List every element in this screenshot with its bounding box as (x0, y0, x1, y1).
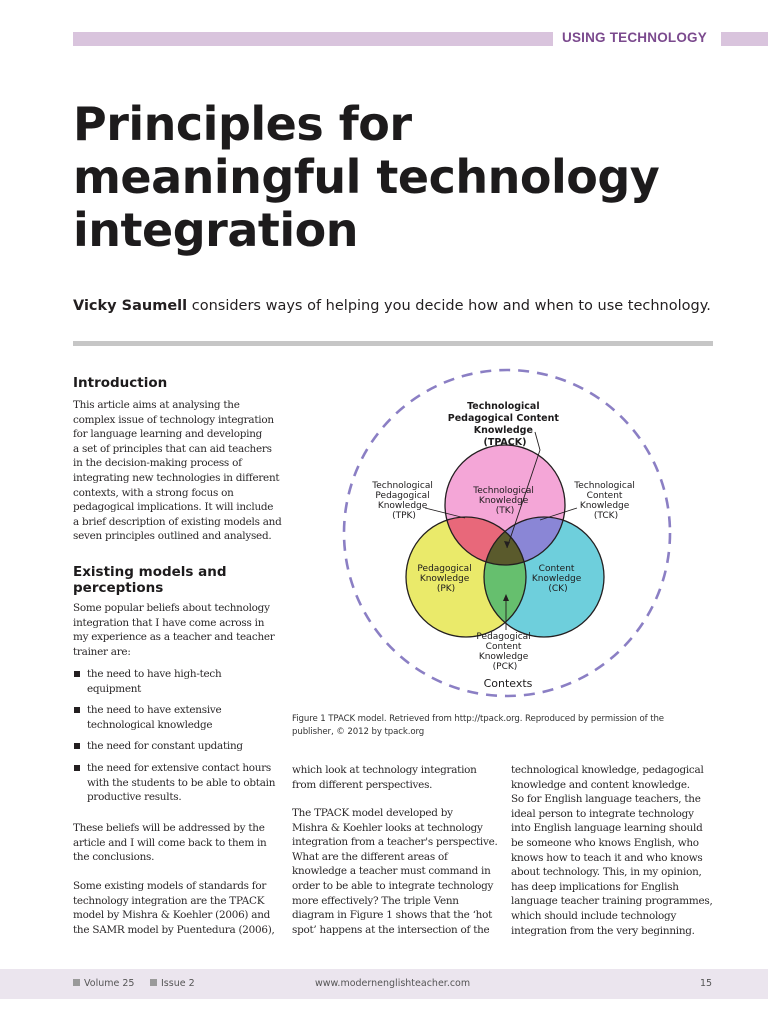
square-bullet-icon (74, 707, 80, 713)
pk-label: Pedagogical Knowledge (PK) (417, 564, 472, 594)
text-line: with the students to be able to obtain (87, 776, 276, 789)
title-line: integration (73, 203, 358, 257)
heading-line: Existing models and (73, 564, 227, 580)
list-item (73, 703, 288, 732)
tck-label: Technological Content Knowledge (TCK) (574, 481, 635, 521)
text-line: a brief description of existing models and (73, 515, 282, 528)
text-line: pedagogical implications. It will include (73, 501, 274, 514)
article-title (73, 98, 753, 257)
text-line: integrating new technologies in different (73, 471, 280, 484)
text-line: integration from a teacher's perspective. (292, 836, 498, 849)
text-line: in the decision-making process of (73, 457, 242, 470)
text-line: the conclusions. (73, 851, 155, 864)
text-line: ideal person to integrate technology (511, 807, 694, 820)
text-line: which should include technology (511, 909, 677, 922)
intro-heading: Introduction (73, 375, 168, 391)
col2-paragraph-1 (292, 763, 477, 792)
square-bullet-icon (73, 979, 80, 986)
beliefs-list (73, 667, 288, 812)
footer-url: www.modernenglishteacher.com (315, 978, 471, 989)
text-line: This article aims at analysing the (73, 399, 240, 411)
text-line: article and I will come back to them in (73, 836, 267, 849)
header-bar-left (73, 32, 553, 46)
text-line: order to be able to integrate technology (292, 879, 494, 892)
text-line: knowledge and content knowledge. (511, 778, 690, 791)
text-line: What are the different areas of (292, 850, 448, 863)
text-line: language teacher training programmes, (511, 895, 713, 908)
text-line: complex issue of technology integration (73, 413, 274, 426)
text-line: trainer are: (73, 645, 131, 658)
standfirst (73, 298, 711, 314)
contexts-label: Contexts (483, 677, 533, 690)
beliefs-paragraph (73, 821, 267, 865)
text-line: the need to have extensive (87, 704, 222, 717)
square-bullet-icon (74, 671, 80, 677)
text-line: So for English language teachers, the (511, 793, 701, 806)
text-line: for language learning and developing (73, 428, 263, 441)
standfirst-text: considers ways of helping you decide how and when to use technology. (187, 298, 711, 314)
page-number: 15 (700, 978, 713, 989)
figure-caption (292, 713, 712, 739)
section-tag: USING TECHNOLOGY (562, 30, 707, 45)
text-line: my experience as a teacher and teacher (73, 631, 275, 644)
text-line: a set of principles that can aid teachers (73, 442, 272, 455)
title-divider (73, 341, 713, 346)
text-line: knows how to teach it and who knows (511, 851, 703, 864)
col2-paragraph-2 (292, 806, 498, 937)
author-name: Vicky Saumell (73, 298, 188, 314)
pck-label: Pedagogical Content Knowledge (PCK) (476, 632, 531, 672)
text-line: has deep implications for English (511, 880, 679, 893)
text-line: technological knowledge, pedagogical (511, 764, 704, 776)
tk-label: Technological Knowledge (TK) (473, 486, 534, 516)
text-line: which look at technology integration (292, 764, 477, 776)
intro-paragraph (73, 398, 282, 544)
text-line: the need to have high-tech (87, 668, 222, 680)
text-line: Mishra & Koehler looks at technology (292, 821, 483, 834)
text-line: the need for extensive contact hours (87, 761, 272, 774)
text-line: publisher, © 2012 by tpack.org (292, 727, 425, 737)
title-line: Principles for (73, 97, 412, 151)
standards-paragraph (73, 879, 275, 937)
models-paragraph (73, 601, 275, 659)
title-line: meaningful technology (73, 150, 660, 204)
ck-label: Content Knowledge (CK) (531, 564, 582, 594)
text-line: diagram in Figure 1 shows that the ‘hot (292, 909, 493, 922)
text-line: These beliefs will be addressed by the (73, 822, 265, 834)
list-item (73, 761, 288, 805)
text-line: model by Mishra & Koehler (2006) and (73, 909, 271, 922)
footer-issue: Issue 2 (150, 978, 195, 989)
col3-paragraph-1 (511, 763, 713, 938)
models-heading (73, 564, 227, 596)
text-line: from different perspectives. (292, 778, 433, 791)
list-item (73, 739, 288, 754)
text-line: knowledge a teacher must command in (292, 865, 491, 878)
text-line: equipment (87, 682, 142, 695)
text-line: technology integration are the TPACK (73, 894, 265, 907)
footer-volume: Volume 25 (73, 978, 134, 989)
text-line: seven principles outlined and analysed. (73, 530, 272, 543)
text-line: contexts, with a strong focus on (73, 486, 234, 499)
text-line: Some existing models of standards for (73, 880, 267, 892)
square-bullet-icon (74, 765, 80, 771)
text-line: more effectively? The triple Venn (292, 894, 459, 907)
text-line: the need for constant updating (87, 740, 243, 753)
text-line: Figure 1 TPACK model. Retrieved from http://tpack.org. Reproduced by permission of the (292, 714, 664, 724)
text-line: about technology. This, in my opinion, (511, 866, 702, 879)
tpk-label: Technological Pedagogical Knowledge (TPK) (372, 481, 433, 521)
text-line: the SAMR model by Puentedura (2006), (73, 923, 275, 936)
text-line: technological knowledge (87, 718, 213, 731)
square-bullet-icon (150, 979, 157, 986)
text-line: The TPACK model developed by (292, 807, 453, 819)
header-bar-right (721, 32, 768, 46)
heading-line: perceptions (73, 580, 164, 596)
tpack-label: Technological Pedagogical Content Knowledge (TPACK) (447, 401, 559, 448)
text-line: into English language learning should (511, 822, 703, 835)
list-item (73, 667, 288, 696)
square-bullet-icon (74, 743, 80, 749)
text-line: productive results. (87, 791, 182, 804)
text-line: be someone who knows English, who (511, 836, 699, 849)
text-line: spot’ happens at the intersection of the (292, 923, 490, 936)
text-line: integration that I have come across in (73, 616, 265, 629)
text-line: Some popular beliefs about technology (73, 602, 270, 614)
tpack-venn-diagram (330, 368, 685, 700)
text-line: integration from the very beginning. (511, 924, 695, 937)
